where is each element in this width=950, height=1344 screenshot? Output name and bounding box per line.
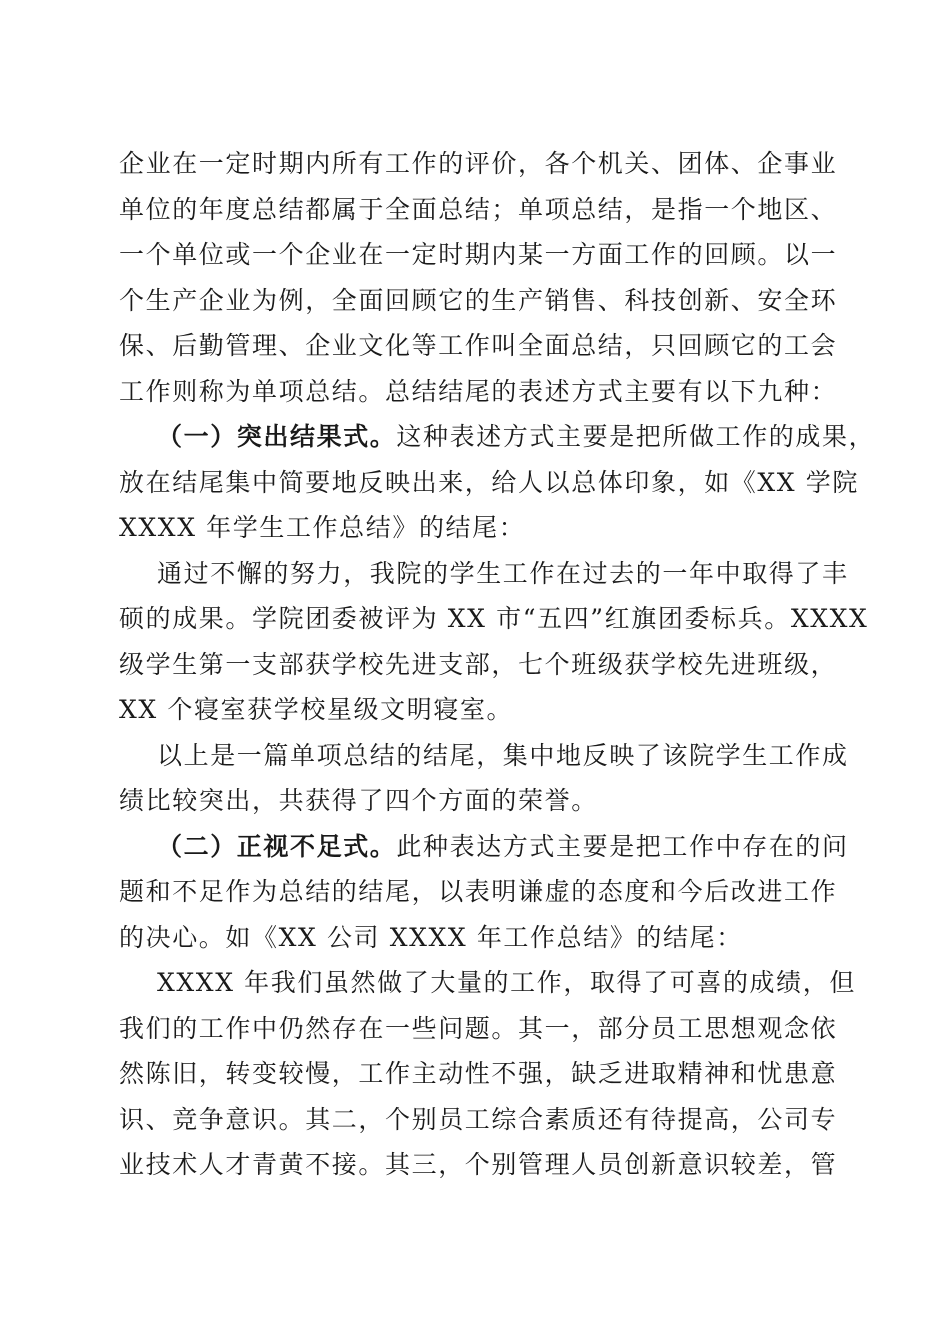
text-line: 级学生第一支部获学校先进支部，七个班级获学校先进班级，	[119, 649, 838, 679]
text-line: 工作则称为单项总结。总结结尾的表述方式主要有以下九种：	[119, 376, 838, 406]
section-text: 此种表达方式主要是把工作中存在的问	[396, 831, 849, 861]
section-heading: （一）突出结果式。	[157, 422, 397, 451]
text-line: 个生产企业为例，全面回顾它的生产销售、科技创新、安全环	[119, 285, 838, 315]
section-heading: （二）正视不足式。	[157, 831, 397, 861]
section-text: 这种表述方式主要是把所做工作的成果，	[396, 422, 876, 451]
text-line: 的决心。如《XX 公司 XXXX 年工作总结》的结尾：	[119, 922, 743, 952]
text-line: XXXX 年我们虽然做了大量的工作，取得了可喜的成绩，但	[157, 968, 856, 997]
text-line: 保、后勤管理、企业文化等工作叫全面总结，只回顾它的工会	[119, 331, 838, 360]
text-line: XX 个寝室获学校星级文明寝室。	[119, 695, 514, 724]
text-line: 放在结尾集中简要地反映出来，给人以总体印象，如《XX 学院	[119, 467, 859, 497]
text-line: 我们的工作中仍然存在一些问题。其一，部分员工思想观念依	[119, 1013, 838, 1043]
section-heading-line	[119, 414, 876, 460]
text-line: 单位的年度总结都属于全面总结；单项总结，是指一个地区、	[119, 194, 838, 224]
text-line: 业技术人才青黄不接。其三，个别管理人员创新意识较差，管	[119, 1150, 838, 1179]
text-line: 绩比较突出，共获得了四个方面的荣誉。	[119, 786, 598, 815]
text-line: 识、竞争意识。其二，个别员工综合素质还有待提高，公司专	[119, 1104, 838, 1134]
text-line: 企业在一定时期内所有工作的评价，各个机关、团体、企事业	[119, 149, 838, 178]
text-line: XXXX 年学生工作总结》的结尾：	[119, 513, 526, 542]
section-heading-line	[119, 824, 849, 870]
text-line: 题和不足作为总结的结尾，以表明谦虚的态度和今后改进工作	[119, 877, 838, 906]
text-line: 通过不懈的努力，我院的学生工作在过去的一年中取得了丰	[157, 558, 849, 588]
text-line: 硕的成果。学院团委被评为 XX 市“五四”红旗团委标兵。XXXX	[119, 604, 869, 633]
text-line: 一个单位或一个企业在一定时期内某一方面工作的回顾。以一	[119, 240, 838, 269]
document-body	[119, 141, 876, 1188]
text-line: 然陈旧，转变较慢，工作主动性不强，缺乏进取精神和忧患意	[119, 1059, 838, 1088]
text-line: 以上是一篇单项总结的结尾，集中地反映了该院学生工作成	[157, 740, 849, 770]
